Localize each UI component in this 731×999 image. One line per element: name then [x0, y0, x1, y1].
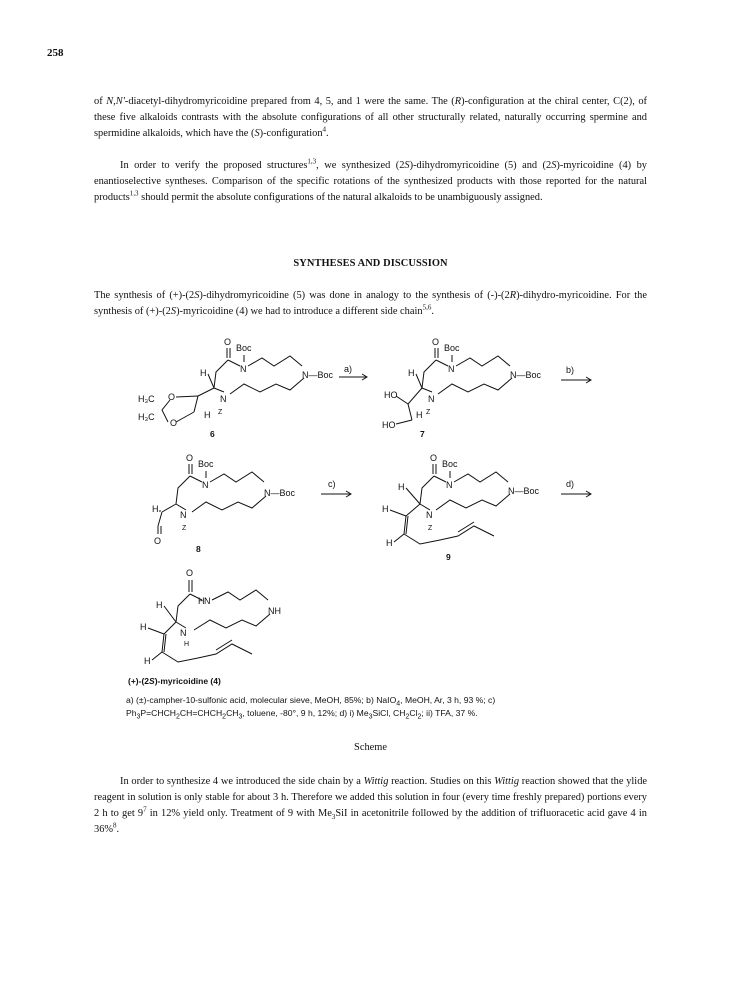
svg-text:H: H [198, 596, 205, 606]
page-number: 258 [47, 47, 64, 59]
svg-text:N: N [446, 480, 453, 490]
svg-text:Z: Z [426, 409, 431, 416]
compound-7-structure [382, 337, 542, 439]
svg-text:9: 9 [446, 552, 451, 562]
svg-text:N—Boc: N—Boc [508, 486, 540, 496]
svg-text:b): b) [566, 365, 575, 375]
svg-text:O: O [186, 453, 194, 463]
svg-text:N—Boc: N—Boc [510, 370, 542, 380]
svg-text:a): a) [344, 364, 353, 374]
svg-text:H: H [382, 504, 389, 514]
svg-text:H: H [184, 641, 190, 648]
svg-text:N: N [202, 480, 209, 490]
myricoidine-label: (+)-(2S)-myricoidine (4) [128, 676, 221, 686]
svg-text:H: H [144, 656, 151, 666]
svg-text:Boc: Boc [198, 459, 214, 469]
svg-text:HO: HO [384, 390, 398, 400]
svg-text:HO: HO [382, 420, 396, 430]
svg-text:N: N [180, 510, 187, 520]
svg-text:N: N [240, 364, 247, 374]
compound-9-structure [382, 453, 540, 562]
section-heading: SYNTHESES AND DISCUSSION [293, 258, 448, 269]
svg-text:H: H [140, 622, 147, 632]
scheme-legend: a) (±)-campher-10-sulfonic acid, molecular sieve, MeOH, 85%; b) NaIO$_4$, MeOH, Ar, 3 h, 93 %; c) $Ph_3P=CHCH_2CH=CHCH_2CH_3$, toluene, -80°, 9 h, 12%; d) i) $Me_3SiCl$, $CH_2Cl_2$; ii) TFA, 37 %. [126, 695, 496, 721]
svg-text:H: H [398, 482, 405, 492]
svg-text:O: O [168, 392, 176, 402]
paragraph-wittig: In order to synthesize 4 we introduced the side chain by a Wittig reaction. Studies on this Wittig reaction showed that the ylide reagent in solution is only stable for about 3 h. Therefore we added this solution in four (every time freshly prepared) portions every 2 h to get $9^7$ in 12% yield only. Treatment of 9 with $Me_3SiI$ in acetonitrile followed by the addition of trifluoracetic acid gave 4 in 36%$^8$. [94, 776, 647, 835]
scheme-caption: Scheme [354, 742, 387, 753]
svg-text:NH: NH [268, 606, 281, 616]
svg-text:c): c) [328, 479, 336, 489]
svg-text:H: H [416, 410, 423, 420]
svg-text:N: N [426, 510, 433, 520]
arrow-d [561, 479, 591, 497]
svg-text:d): d) [566, 479, 575, 489]
svg-text:Boc: Boc [442, 459, 458, 469]
svg-text:N: N [180, 628, 187, 638]
svg-text:Z: Z [182, 525, 187, 532]
svg-text:N: N [220, 394, 227, 404]
svg-text:N: N [428, 394, 435, 404]
paragraph-intro: of N,N'-diacetyl-dihydromyricoidine prepared from 4, 5, and 1 were the same. The (R)-configuration at the chiral center, C(2), of these five alkaloids contrasts with the absolute configurations of all other structurally related, naturally occurring spermine and spermidine alkaloids, which have the (S)-configuration$^4$. [94, 96, 647, 139]
svg-text:O: O [154, 536, 162, 546]
svg-text:O: O [224, 337, 232, 347]
svg-text:H: H [204, 410, 211, 420]
compound-6-structure [138, 337, 334, 439]
svg-text:H: H [408, 368, 415, 378]
arrow-a [339, 364, 367, 380]
svg-text:H: H [152, 504, 159, 514]
svg-text:H: H [200, 368, 207, 378]
svg-text:Boc: Boc [444, 343, 460, 353]
svg-text:7: 7 [420, 429, 425, 439]
svg-text:H₃C: H₃C [138, 412, 155, 422]
svg-text:8: 8 [196, 544, 201, 554]
paragraph-aim: In order to verify the proposed structures$^{1,3}$, we synthesized (2S)-dihydromyricoidine (5) and (2S)-myricoidine (4) by enantioselective syntheses. Comparison of the specific rotations of the synthesized products with those reported for the natural products$^{1,3}$ should permit the absolute configurations of the natural alkaloids to be unambiguously assigned. [94, 157, 647, 203]
svg-text:N: N [204, 596, 211, 606]
arrow-b [561, 365, 591, 383]
svg-text:Z: Z [218, 409, 223, 416]
svg-text:N—Boc: N—Boc [302, 370, 334, 380]
svg-text:O: O [186, 568, 194, 578]
svg-text:Boc: Boc [236, 343, 252, 353]
svg-text:6: 6 [210, 429, 215, 439]
svg-text:H₃C: H₃C [138, 394, 155, 404]
svg-text:O: O [170, 418, 178, 428]
svg-text:H: H [386, 538, 393, 548]
svg-text:O: O [432, 337, 440, 347]
svg-text:N: N [448, 364, 455, 374]
compound-8-structure [152, 453, 296, 554]
svg-text:N—Boc: N—Boc [264, 488, 296, 498]
paragraph-synthesis: The synthesis of (+)-(2S)-dihydromyricoidine (5) was done in analogy to the synthesis of (-)-(2R)-dihydro-myricoidine. For the synthesis of (+)-(2S)-myricoidine (4) we had to introduce a different side chain$^{5,6}$. [94, 290, 647, 317]
svg-text:Z: Z [428, 525, 433, 532]
svg-text:O: O [430, 453, 438, 463]
myricoidine-structure [128, 568, 281, 686]
svg-text:H: H [156, 600, 163, 610]
arrow-c [321, 479, 351, 497]
